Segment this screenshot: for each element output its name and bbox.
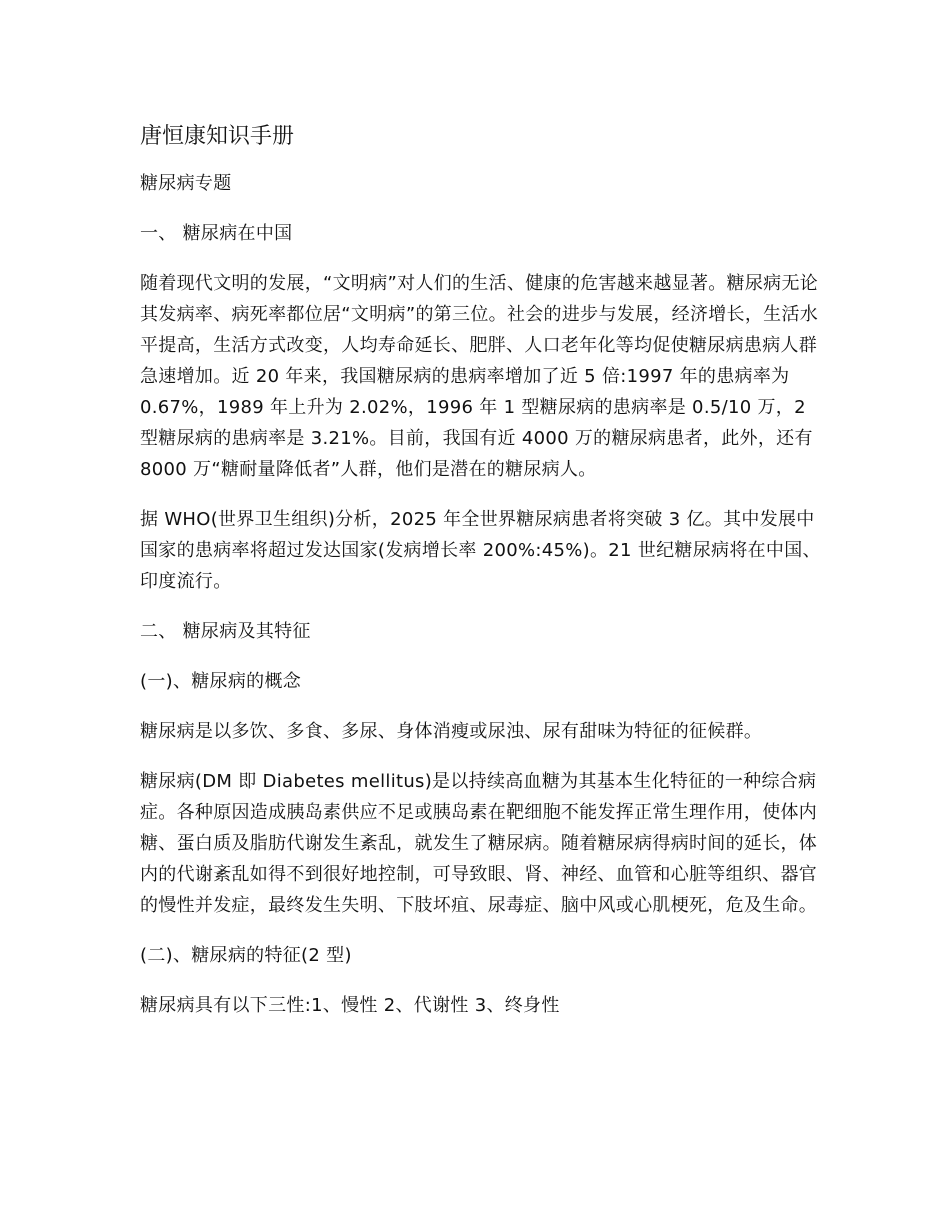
section1-heading: 一、 糖尿病在中国 [140, 223, 293, 244]
subsection1-heading: (一)、糖尿病的概念 [140, 671, 302, 692]
document-page [140, 118, 830, 1021]
section1-paragraph-2: 据 WHO(世界卫生组织)分析，2025 年全世界糖尿病患者将突破 3 亿。其中发展中国家的患病率将超过发达国家(发病增长率 200%:45%)。21 世纪糖尿病将在中国、印度流行。 [140, 509, 821, 592]
document-subtitle: 糖尿病专题 [140, 173, 232, 194]
section1-paragraph-1: 随着现代文明的发展，“文明病”对人们的生活、健康的危害越来越显著。糖尿病无论其发病率、病死率都位居“文明病”的第三位。社会的进步与发展，经济增长，生活水平提高，生活方式改变，人均寿命延长、肥胖、人口老年化等均促使糖尿病患病人群急速增加。近 20 年来，我国糖尿病的患病率增加了近 5 倍:1997 年的患病率为 0.67%，1989 年上升为 2.02%，1996 年 1 型糖尿病的患病率是 0.5/10 万，2 型糖尿病的患病率是 3.21%。目前，我国有近 4000 万的糖尿病患者，此外，还有 8000 万“糖耐量降低者”人群，他们是潜在的糖尿病人。 [140, 273, 819, 480]
subsection1-paragraph-2: 糖尿病(DM 即 Diabetes mellitus)是以持续高血糖为其基本生化特征的一种综合病症。各种原因造成胰岛素供应不足或胰岛素在靶细胞不能发挥正常生理作用，使体内糖、蛋白质及脂肪代谢发生紊乱，就发生了糖尿病。随着糖尿病得病时间的延长，体内的代谢紊乱如得不到很好地控制，可导致眼、肾、神经、血管和心脏等组织、器官的慢性并发症，最终发生失明、下肢坏疽、尿毒症、脑中风或心肌梗死，危及生命。 [140, 771, 818, 916]
subsection1-paragraph-1: 糖尿病是以多饮、多食、多尿、身体消瘦或尿浊、尿有甜味为特征的征候群。 [140, 721, 763, 742]
section2-heading: 二、 糖尿病及其特征 [140, 621, 311, 642]
subsection2-paragraph-1: 糖尿病具有以下三性:1、慢性 2、代谢性 3、终身性 [140, 995, 560, 1016]
subsection2-heading: (二)、糖尿病的特征(2 型) [140, 945, 352, 966]
document-title: 唐恒康知识手册 [140, 124, 295, 149]
